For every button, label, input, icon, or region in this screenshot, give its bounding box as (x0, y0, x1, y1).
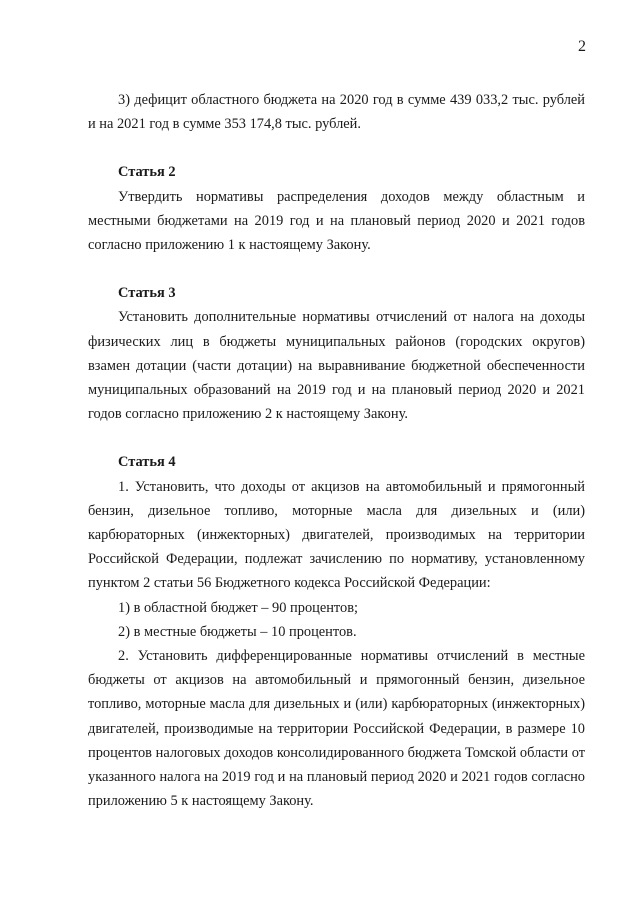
article-heading: Статья 4 (118, 454, 176, 471)
article-heading: Статья 3 (118, 285, 176, 302)
document-body (88, 88, 585, 813)
article-paragraph: Установить дополнительные нормативы отчислений от налога на доходы физических лиц в бюджеты муниципальных районов (городских округов) взамен дотации (части дотации) на выравнивание бюджетной обеспеченности муниципальных образований на 2019 год и на плановый период 2020 и 2021 годов согласно приложению 2 к настоящему Закону. (88, 309, 585, 423)
page-number: 2 (578, 38, 586, 55)
article-2 (88, 160, 585, 257)
intro-paragraph: 3) дефицит областного бюджета на 2020 год в сумме 439 033,2 тыс. рублей и на 2021 год в сумме 353 174,8 тыс. рублей. (88, 92, 585, 133)
list-item: 1) в областной бюджет – 90 процентов; (118, 599, 359, 616)
article-heading: Статья 2 (118, 164, 176, 181)
article-3 (88, 281, 585, 426)
list-item: 2) в местные бюджеты – 10 процентов. (118, 623, 357, 640)
article-4 (88, 450, 585, 813)
article-paragraph: 2. Установить дифференцированные нормативы отчислений в местные бюджеты от акцизов на автомобильный и прямогонный бензин, дизельное топливо, моторные масла для дизельных и (или) карбюраторных (инжекторных) двигателей, производимые на территории Российской Федерации, в размере 10 процентов налоговых доходов консолидированного бюджета Томской области от указанного налога на 2019 год и на плановый период 2020 и 2021 годов согласно приложению 5 к настоящему Закону. (88, 648, 585, 810)
article-paragraph: 1. Установить, что доходы от акцизов на автомобильный и прямогонный бензин, дизельное топливо, моторные масла для дизельных и (или) карбюраторных (инжекторных) двигателей, производимых на территории Российской Федерации, подлежат зачислению по нормативу, установленному пунктом 2 статьи 56 Бюджетного кодекса Российской Федерации: (88, 478, 585, 592)
article-paragraph: Утвердить нормативы распределения доходов между областным и местными бюджетами на 2019 год и на плановый период 2020 и 2021 годов согласно приложению 1 к настоящему Закону. (88, 188, 585, 254)
